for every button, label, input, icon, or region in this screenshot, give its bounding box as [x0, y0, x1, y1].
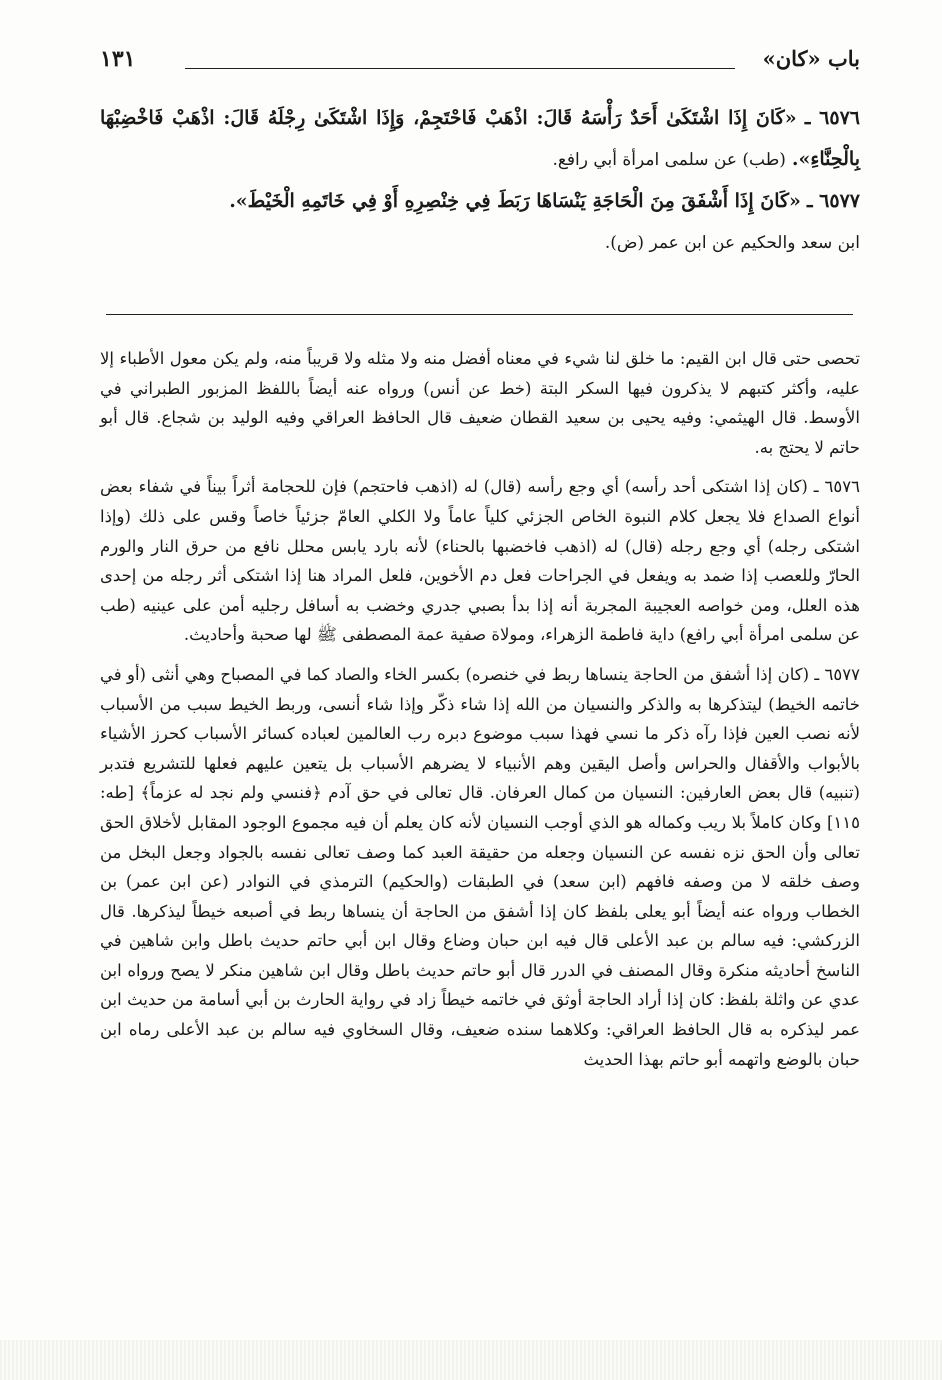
page-number: ١٣١: [100, 46, 136, 72]
commentary: [100, 344, 860, 1084]
hadith-text: «كَانَ إِذَا أَشْفَقَ مِنَ الْحَاجَةِ يَنْسَاهَا رَبَطَ فِي خِنْصِرِهِ أَوْ فِي خَاتَمِهِ الْخَيْطَ».: [229, 190, 801, 212]
hadith-number: ٦٥٧٦ ـ: [804, 107, 860, 129]
commentary-paragraph: ٦٥٧٦ ـ (كان إذا اشتكى أحد رأسه) أي وجع رأسه (قال) له (اذهب فاحتجم) فإن للحجامة أثراً بيناً في شفاء بعض أنواع الصداع فلا يجعل كلام النبوة الخاص الجزئي كلياً عاماً ولا الكلي العامّ جزئياً خاصاً وقس على ذلك (وإذا اشتكى رجله) أي وجع رجله (قال) له (اذهب فاخضبها بالحناء) لأنه بارد يابس محلل نافع من حرق النار والورم الحارّ وللعصب إذا ضمد به ويفعل في الجراحات فعل دم الأخوين، فلعل المراد هنا إذا اشتكى أثر رجله من إحدى هذه العلل، ومن خواصه العجيبة المجربة أنه إذا بدأ بصبي جدري وخضب به أسافل رجليه أمن على عينيه (طب عن سلمى امرأة أبي رافع) داية فاطمة الزهراء، ومولاة صفية عمة المصطفى ﷺ لها صحبة وأحاديث.: [100, 477, 860, 645]
hadith-source: ابن سعد والحكيم عن ابن عمر (ض).: [604, 233, 860, 253]
hadith-source: (طب) عن سلمى امرأة أبي رافع.: [552, 150, 786, 170]
hadith-6577: [100, 181, 860, 264]
main-text: [100, 98, 860, 264]
chapter-title: باب «كان»: [762, 46, 860, 71]
footnote-divider: [106, 314, 853, 315]
scan-edge: [0, 1340, 942, 1380]
hadith-6576: [100, 98, 860, 181]
running-header: [100, 46, 860, 82]
header-rule: [185, 68, 735, 69]
commentary-paragraph: تحصى حتى قال ابن القيم: ما خلق لنا شيء في معناه أفضل منه ولا مثله ولا قريباً منه، ولم يكن معول الأطباء إلا عليه، وأكثر كتبهم لا يذكرون فيها السكر البتة (خط عن أنس) ورواه عنه أيضاً باللفظ المزبور الطبراني في الأوسط. قال الهيثمي: وفيه يحيى بن سعيد القطان ضعيف قال الحافظ العراقي وفيه الوليد بن شجاع. قال أبو حاتم لا يحتج به.: [100, 349, 860, 457]
commentary-paragraph: ٦٥٧٧ ـ (كان إذا أشفق من الحاجة ينساها ربط في خنصره) بكسر الخاء والصاد كما في المصباح وهي أنثى (أو في خاتمه الخيط) ليتذكرها به والذكر والنسيان من الله إذا شاء ذكّر وإذا شاء أنسى، وربط الخيط سبب من الأسباب لأنه نصب العين فإذا رآه ذكر ما نسي فهذا سبب موضوع دبره رب العالمين لعباده كسائر الأسباب كحرز الأشياء بالأبواب والأقفال والحراس وأصل اليقين وهم الأنبياء لا يضرهم الأسباب بل يتعين عليهم فعلها للتشريع فتدبر (تنبيه) قال بعض العارفين: النسيان من كمال العرفان. قال تعالى في حق آدم ﴿فنسي ولم نجد له عزماً﴾ [طه: ١١٥] وكان كاملاً بلا ريب وكماله هو الذي أوجب النسيان لأنه كان يعلم أن فيه مجموع الوجود المقابل لأخلاق الحق تعالى وأن الحق نزه نفسه عن النسيان وجعله من حقيقة العبد كما وصف تعالى نفسه بالجواد وجعل البخل من وصف خلقه لا من وصفه فافهم (ابن سعد) في الطبقات (والحكيم) الترمذي في النوادر (عن ابن عمر) بن الخطاب ورواه عنه أيضاً أبو يعلى بلفظ كان إذا أشفق من الحاجة أن ينساها ربط في أصبعه خيطاً ليذكرها. قال الزركشي: فيه سالم بن عبد الأعلى قال فيه ابن حبان وضاع وقال ابن أبي حاتم حديث باطل وابن شاهين في الناسخ أحاديثه منكرة وقال المصنف في الدرر قال أبو حاتم حديث باطل وقال ابن شاهين منكر لا يصح ورواه ابن عدي عن واثلة بلفظ: كان إذا أراد الحاجة أوثق في خاتمه خيطاً زاد في رواية الحارث بن أبي أسامة من حديث ابن عمر ليذكره به قال الحافظ العراقي: وكلاهما سنده ضعيف، وقال السخاوي فيه سالم بن عبد الأعلى رماه ابن حبان بالوضع واتهمه أبو حاتم بهذا الحديث: [100, 664, 860, 1069]
hadith-text: «كَانَ إِذَا اشْتَكَىٰ أَحَدٌ رَأْسَهُ قَالَ: اذْهَبْ فَاحْتَجِمْ، وَإِذَا اشْتَكَىٰ رِجْلَهُ قَالَ: اذْهَبْ فَاخْضِبْهَا بِالْحِنَّاءِ».: [100, 107, 860, 170]
hadith-number: ٦٥٧٧ ـ: [806, 190, 860, 212]
